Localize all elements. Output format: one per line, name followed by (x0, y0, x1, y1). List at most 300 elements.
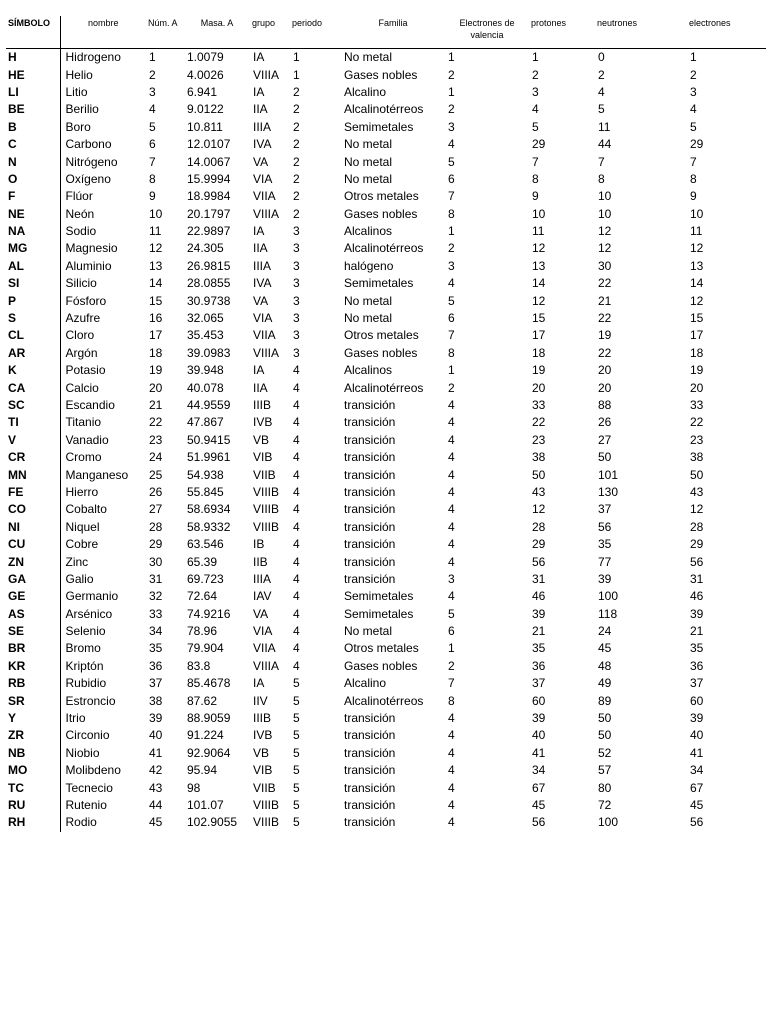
cell-num-a: 36 (149, 658, 163, 673)
cell-num-a: 26 (149, 484, 163, 499)
cell-grupo: VIIIB (253, 797, 280, 812)
header-familia: Familia (341, 16, 445, 49)
cell-neutrones: 37 (598, 502, 612, 517)
table-row (6, 397, 766, 414)
cell-familia: transición (344, 763, 396, 778)
cell-electrones-valencia: 4 (448, 137, 455, 152)
cell-familia: Alcalinotérreos (344, 241, 424, 256)
cell-nombre: Flúor (65, 189, 93, 204)
cell-nombre: Itrio (65, 711, 86, 726)
cell-familia: Alcalino (344, 676, 387, 691)
cell-electrones: 50 (690, 467, 704, 482)
cell-nombre: Germanio (65, 589, 119, 604)
cell-neutrones: 21 (598, 293, 612, 308)
cell-electrones-valencia: 4 (448, 780, 455, 795)
header-masa-a: Masa. A (184, 16, 250, 49)
cell-neutrones: 50 (598, 450, 612, 465)
cell-periodo: 5 (293, 693, 300, 708)
cell-simbolo: MO (6, 762, 60, 779)
cell-simbolo: BE (6, 101, 60, 118)
cell-neutrones: 77 (598, 554, 612, 569)
cell-periodo: 4 (293, 641, 300, 656)
cell-grupo: VIA (253, 624, 273, 639)
cell-protones: 46 (532, 589, 546, 604)
cell-neutrones: 20 (598, 363, 612, 378)
cell-grupo: IIIB (253, 398, 272, 412)
cell-familia: Alcalinos (344, 224, 393, 239)
table-row (6, 258, 766, 275)
cell-electrones: 4 (690, 102, 697, 117)
cell-nombre: Cobre (65, 537, 99, 552)
cell-grupo: IIA (253, 102, 268, 117)
cell-familia: Alcalinotérreos (344, 102, 424, 117)
cell-protones: 7 (532, 154, 539, 169)
cell-electrones: 20 (690, 380, 704, 395)
cell-nombre: Titanio (65, 415, 102, 430)
cell-nombre: Argón (65, 345, 98, 360)
cell-familia: transición (344, 797, 396, 812)
cell-neutrones: 10 (598, 206, 612, 221)
cell-electrones: 18 (690, 345, 704, 360)
cell-masa-a: 63.546 (187, 537, 224, 552)
cell-nombre: Molibdeno (65, 763, 121, 778)
cell-electrones-valencia: 7 (448, 676, 455, 691)
table-row (6, 223, 766, 240)
cell-familia: transición (344, 815, 396, 830)
cell-nombre: Rubidio (65, 676, 107, 691)
cell-grupo: VIIIA (253, 67, 280, 82)
cell-electrones-valencia: 4 (448, 484, 455, 499)
table-row (6, 571, 766, 588)
cell-electrones: 22 (690, 415, 704, 430)
cell-neutrones: 4 (598, 84, 605, 99)
cell-masa-a: 14.0067 (187, 154, 231, 169)
cell-electrones: 29 (690, 137, 704, 152)
cell-num-a: 6 (149, 137, 156, 152)
cell-periodo: 4 (293, 380, 300, 395)
cell-periodo: 3 (293, 224, 300, 239)
cell-familia: Semimetales (344, 276, 414, 291)
cell-simbolo: TC (6, 779, 60, 796)
cell-neutrones: 22 (598, 276, 612, 291)
cell-neutrones: 22 (598, 311, 612, 326)
cell-protones: 35 (532, 641, 546, 656)
cell-familia: transición (344, 537, 396, 552)
cell-periodo: 4 (293, 624, 300, 639)
cell-protones: 31 (532, 571, 546, 586)
cell-periodo: 4 (293, 519, 300, 534)
cell-neutrones: 2 (598, 67, 605, 82)
cell-grupo: IA (253, 363, 265, 378)
cell-protones: 34 (532, 763, 546, 778)
cell-neutrones: 11 (598, 119, 611, 134)
header-num-a: Núm. A (146, 16, 184, 49)
cell-periodo: 4 (293, 398, 300, 412)
cell-num-a: 15 (149, 293, 163, 308)
cell-num-a: 44 (149, 797, 163, 812)
cell-num-a: 39 (149, 711, 163, 726)
cell-familia: transición (344, 484, 396, 499)
cell-neutrones: 22 (598, 345, 612, 360)
cell-neutrones: 5 (598, 102, 605, 117)
cell-masa-a: 85.4678 (187, 676, 231, 691)
cell-protones: 60 (532, 693, 546, 708)
cell-grupo: IVB (253, 728, 273, 743)
table-row (6, 84, 766, 101)
cell-electrones-valencia: 7 (448, 189, 455, 204)
cell-grupo: IIIA (253, 258, 272, 273)
cell-num-a: 22 (149, 415, 163, 430)
cell-electrones: 56 (690, 815, 704, 830)
cell-simbolo: P (6, 292, 60, 309)
table-row (6, 536, 766, 553)
cell-protones: 2 (532, 67, 539, 82)
cell-neutrones: 100 (598, 815, 619, 830)
table-row (6, 692, 766, 709)
table-row (6, 658, 766, 675)
cell-familia: transición (344, 711, 396, 726)
cell-simbolo: SR (6, 692, 60, 709)
cell-electrones-valencia: 4 (448, 276, 455, 291)
cell-electrones: 38 (690, 450, 704, 465)
cell-electrones: 12 (690, 502, 704, 517)
cell-masa-a: 78.96 (187, 624, 218, 639)
cell-simbolo: SC (6, 397, 60, 414)
table-row (6, 484, 766, 501)
cell-simbolo: FE (6, 484, 60, 501)
cell-neutrones: 7 (598, 154, 605, 169)
cell-familia: Gases nobles (344, 345, 418, 360)
cell-protones: 10 (532, 206, 546, 221)
table-row (6, 710, 766, 727)
cell-electrones-valencia: 4 (448, 763, 455, 778)
cell-protones: 23 (532, 432, 546, 447)
cell-grupo: VB (253, 432, 270, 447)
cell-masa-a: 35.453 (187, 328, 224, 343)
cell-periodo: 5 (293, 745, 300, 760)
cell-familia: Gases nobles (344, 67, 418, 82)
cell-num-a: 9 (149, 189, 156, 204)
cell-masa-a: 91.224 (187, 728, 224, 743)
cell-grupo: VIIA (253, 328, 276, 343)
cell-simbolo: CU (6, 536, 60, 553)
cell-neutrones: 44 (598, 137, 612, 152)
cell-nombre: Hidrogeno (65, 50, 121, 65)
cell-masa-a: 12.0107 (187, 137, 231, 152)
cell-periodo: 2 (293, 189, 300, 204)
cell-nombre: Silicio (65, 276, 97, 291)
cell-grupo: IA (253, 676, 265, 691)
cell-electrones: 35 (690, 641, 704, 656)
cell-electrones: 1 (690, 50, 697, 65)
cell-nombre: Cloro (65, 328, 95, 343)
cell-nombre: Litio (65, 84, 88, 99)
cell-electrones-valencia: 8 (448, 345, 455, 360)
cell-simbolo: HE (6, 66, 60, 83)
cell-electrones-valencia: 8 (448, 206, 455, 221)
cell-nombre: Niquel (65, 519, 100, 534)
cell-electrones: 45 (690, 797, 704, 812)
cell-masa-a: 83.8 (187, 658, 211, 673)
cell-num-a: 7 (149, 154, 156, 169)
cell-simbolo: Y (6, 710, 60, 727)
cell-simbolo: O (6, 171, 60, 188)
cell-grupo: VIB (253, 450, 273, 465)
table-row (6, 275, 766, 292)
cell-periodo: 3 (293, 293, 300, 308)
cell-masa-a: 55.845 (187, 484, 224, 499)
cell-familia: halógeno (344, 258, 394, 273)
cell-simbolo: BR (6, 640, 60, 657)
cell-num-a: 41 (149, 745, 163, 760)
cell-familia: Alcalinos (344, 363, 393, 378)
cell-protones: 39 (532, 606, 546, 621)
cell-masa-a: 9.0122 (187, 102, 224, 117)
cell-periodo: 3 (293, 311, 300, 326)
cell-nombre: Hierro (65, 484, 99, 499)
cell-simbolo: H (6, 49, 60, 67)
header-row (6, 16, 766, 49)
cell-grupo: VIIIA (253, 345, 280, 360)
cell-electrones-valencia: 2 (448, 658, 455, 673)
cell-grupo: VIIB (253, 780, 276, 795)
cell-familia: transición (344, 450, 396, 465)
cell-electrones-valencia: 4 (448, 502, 455, 517)
table-row (6, 379, 766, 396)
cell-masa-a: 51.9961 (187, 450, 231, 465)
table-row (6, 501, 766, 518)
table-row (6, 206, 766, 223)
cell-protones: 4 (532, 102, 539, 117)
cell-num-a: 45 (149, 815, 163, 830)
cell-masa-a: 32.065 (187, 311, 224, 326)
cell-electrones-valencia: 1 (448, 224, 455, 239)
cell-protones: 40 (532, 728, 546, 743)
cell-periodo: 1 (293, 50, 300, 65)
cell-simbolo: LI (6, 84, 60, 101)
cell-familia: transición (344, 571, 396, 586)
table-row (6, 675, 766, 692)
cell-neutrones: 56 (598, 519, 612, 534)
cell-electrones-valencia: 1 (448, 363, 455, 378)
cell-familia: Otros metales (344, 328, 419, 343)
cell-grupo: VA (253, 606, 269, 621)
cell-periodo: 4 (293, 571, 300, 586)
cell-periodo: 3 (293, 328, 300, 343)
cell-electrones-valencia: 7 (448, 328, 455, 343)
cell-masa-a: 39.0983 (187, 345, 231, 360)
cell-masa-a: 79.904 (187, 641, 224, 656)
table-row (6, 66, 766, 83)
cell-periodo: 3 (293, 241, 300, 256)
cell-neutrones: 100 (598, 589, 619, 604)
cell-electrones-valencia: 3 (448, 571, 455, 586)
cell-electrones: 29 (690, 537, 704, 552)
cell-nombre: Azufre (65, 311, 101, 326)
cell-simbolo: RH (6, 814, 60, 831)
cell-nombre: Kriptón (65, 658, 104, 673)
cell-num-a: 31 (149, 571, 163, 586)
cell-electrones-valencia: 2 (448, 241, 455, 256)
cell-familia: Alcalinotérreos (344, 693, 424, 708)
table-row (6, 171, 766, 188)
cell-familia: Semimetales (344, 606, 414, 621)
cell-simbolo: N (6, 153, 60, 170)
cell-protones: 12 (532, 293, 546, 308)
table-row (6, 606, 766, 623)
cell-electrones: 21 (690, 624, 704, 639)
cell-simbolo: RB (6, 675, 60, 692)
cell-nombre: Sodio (65, 224, 97, 239)
cell-nombre: Escandio (65, 398, 115, 412)
cell-num-a: 19 (149, 363, 163, 378)
cell-grupo: IVB (253, 415, 273, 430)
table-row (6, 153, 766, 170)
cell-familia: transición (344, 467, 396, 482)
cell-electrones: 33 (690, 398, 704, 412)
cell-protones: 13 (532, 258, 546, 273)
cell-familia: Semimetales (344, 119, 414, 134)
cell-familia: Gases nobles (344, 658, 418, 673)
cell-familia: transición (344, 745, 396, 760)
cell-num-a: 43 (149, 780, 163, 795)
cell-periodo: 5 (293, 711, 300, 726)
cell-nombre: Bromo (65, 641, 101, 656)
cell-electrones: 46 (690, 589, 704, 604)
cell-electrones-valencia: 4 (448, 432, 455, 447)
cell-grupo: VIIIB (253, 815, 280, 830)
cell-familia: transición (344, 780, 396, 795)
cell-masa-a: 10.811 (187, 119, 223, 134)
cell-protones: 41 (532, 745, 546, 760)
cell-electrones: 13 (690, 258, 704, 273)
cell-neutrones: 8 (598, 171, 605, 186)
cell-simbolo: AS (6, 606, 60, 623)
cell-num-a: 23 (149, 432, 163, 447)
cell-electrones-valencia: 1 (448, 641, 455, 656)
cell-familia: transición (344, 728, 396, 743)
cell-electrones: 3 (690, 84, 697, 99)
cell-periodo: 2 (293, 84, 300, 99)
cell-protones: 56 (532, 554, 546, 569)
cell-electrones: 37 (690, 676, 704, 691)
cell-simbolo: AL (6, 258, 60, 275)
cell-protones: 19 (532, 363, 546, 378)
cell-familia: transición (344, 432, 396, 447)
cell-electrones-valencia: 4 (448, 519, 455, 534)
table-row (6, 797, 766, 814)
cell-periodo: 2 (293, 154, 300, 169)
cell-nombre: Aluminio (65, 258, 112, 273)
cell-nombre: Arsénico (65, 606, 113, 621)
cell-grupo: VIIIB (253, 519, 280, 534)
cell-neutrones: 101 (598, 467, 619, 482)
cell-masa-a: 6.941 (187, 84, 218, 99)
cell-periodo: 4 (293, 554, 300, 569)
cell-simbolo: C (6, 136, 60, 153)
cell-nombre: Tecnecio (65, 780, 113, 795)
cell-nombre: Berilio (65, 102, 99, 117)
table-row (6, 240, 766, 257)
cell-nombre: Oxígeno (65, 171, 111, 186)
cell-familia: No metal (344, 624, 393, 639)
cell-protones: 1 (532, 50, 539, 65)
cell-nombre: Galio (65, 571, 94, 586)
cell-protones: 11 (532, 224, 545, 239)
cell-electrones: 19 (690, 363, 704, 378)
table-row (6, 362, 766, 379)
table-row (6, 519, 766, 536)
cell-familia: No metal (344, 50, 393, 65)
cell-masa-a: 40.078 (187, 380, 224, 395)
cell-protones: 5 (532, 119, 539, 134)
cell-periodo: 4 (293, 467, 300, 482)
cell-masa-a: 1.0079 (187, 50, 224, 65)
cell-electrones-valencia: 4 (448, 450, 455, 465)
cell-simbolo: NI (6, 519, 60, 536)
cell-neutrones: 72 (598, 797, 612, 812)
cell-protones: 29 (532, 137, 546, 152)
cell-masa-a: 74.9216 (187, 606, 231, 621)
cell-familia: No metal (344, 293, 393, 308)
cell-simbolo: AR (6, 345, 60, 362)
cell-num-a: 3 (149, 84, 156, 99)
cell-grupo: IA (253, 224, 265, 239)
cell-grupo: VIIIA (253, 206, 280, 221)
cell-familia: Otros metales (344, 189, 419, 204)
cell-num-a: 21 (149, 398, 163, 412)
cell-familia: transición (344, 502, 396, 517)
cell-neutrones: 49 (598, 676, 612, 691)
cell-simbolo: SI (6, 275, 60, 292)
cell-periodo: 4 (293, 432, 300, 447)
cell-electrones: 23 (690, 432, 704, 447)
cell-grupo: IA (253, 84, 265, 99)
cell-protones: 9 (532, 189, 539, 204)
cell-num-a: 10 (149, 206, 163, 221)
cell-grupo: VIIA (253, 641, 276, 656)
cell-num-a: 35 (149, 641, 163, 656)
cell-periodo: 3 (293, 276, 300, 291)
cell-electrones-valencia: 4 (448, 537, 455, 552)
table-row (6, 762, 766, 779)
cell-grupo: IIIA (253, 571, 272, 586)
cell-simbolo: F (6, 188, 60, 205)
cell-masa-a: 98 (187, 780, 201, 795)
cell-grupo: IIIB (253, 711, 272, 726)
cell-num-a: 17 (149, 328, 163, 343)
cell-periodo: 4 (293, 502, 300, 517)
cell-protones: 14 (532, 276, 546, 291)
cell-nombre: Nitrógeno (65, 154, 118, 169)
cell-masa-a: 88.9059 (187, 711, 231, 726)
cell-nombre: Rutenio (65, 797, 107, 812)
cell-electrones: 56 (690, 554, 704, 569)
cell-neutrones: 39 (598, 571, 612, 586)
cell-periodo: 5 (293, 797, 300, 812)
cell-protones: 43 (532, 484, 546, 499)
cell-grupo: VA (253, 293, 269, 308)
cell-masa-a: 58.9332 (187, 519, 231, 534)
cell-simbolo: V (6, 432, 60, 449)
cell-masa-a: 20.1797 (187, 206, 231, 221)
table-row (6, 553, 766, 570)
cell-electrones-valencia: 2 (448, 67, 455, 82)
cell-simbolo: NA (6, 223, 60, 240)
cell-electrones: 7 (690, 154, 697, 169)
table-row (6, 623, 766, 640)
cell-grupo: IIA (253, 380, 268, 395)
